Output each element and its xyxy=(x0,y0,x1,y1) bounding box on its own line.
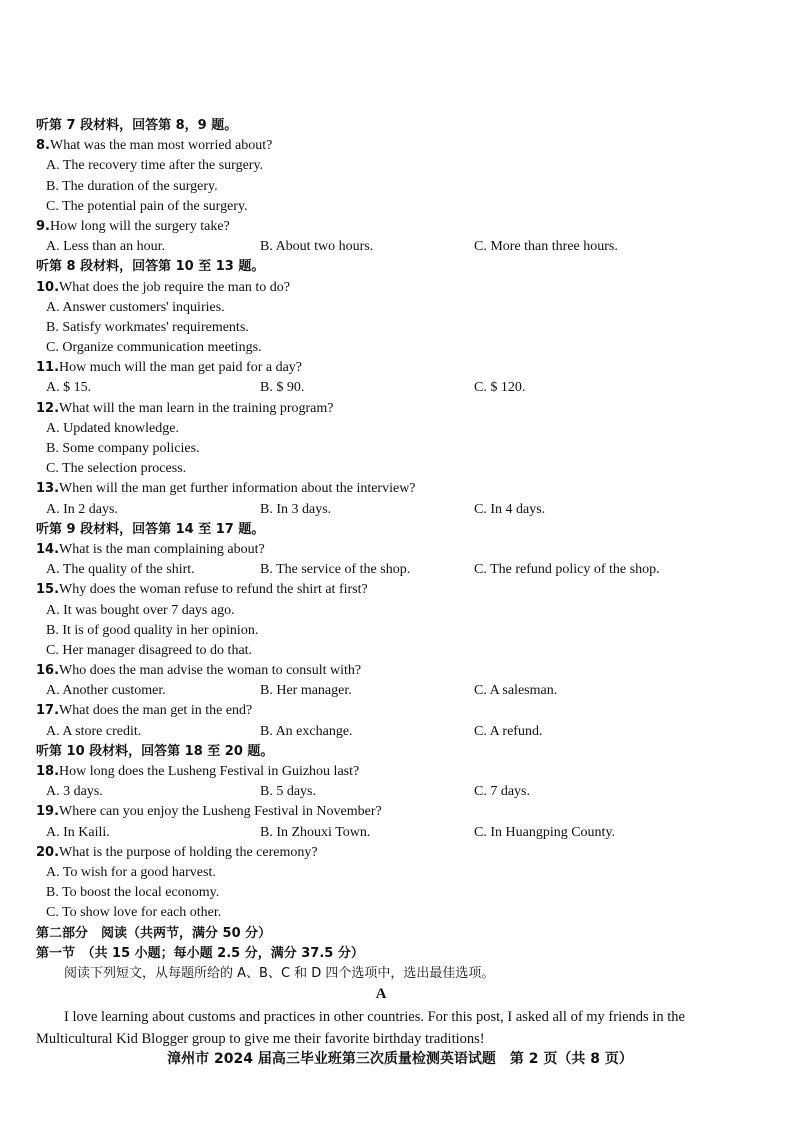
question-19 xyxy=(36,802,726,822)
option-b: B. To boost the local economy. xyxy=(46,885,220,901)
question-text: When will the man get further information about the interview? xyxy=(59,481,416,497)
option-b: B. About two hours. xyxy=(260,239,374,255)
option-c: C. 7 days. xyxy=(474,784,530,800)
option-b: B. Satisfy workmates' requirements. xyxy=(46,319,249,335)
option-c: C. A refund. xyxy=(474,723,543,739)
option-c: C. The potential pain of the surgery. xyxy=(46,198,248,214)
option-c: C. In Huangping County. xyxy=(474,824,616,840)
option-b: B. 5 days. xyxy=(260,784,316,800)
question-number: 20. xyxy=(36,844,60,860)
question-text: What was the man most worried about? xyxy=(49,138,273,154)
question-number: 14. xyxy=(36,541,60,557)
question-number: 17. xyxy=(36,703,60,719)
option-c: C. More than three hours. xyxy=(474,239,618,255)
options-row xyxy=(36,823,726,843)
passage-label: A xyxy=(375,986,387,1003)
section-heading-9: 听第 9 段材料，回答第 14 至 17 题。 xyxy=(36,521,265,537)
reading-instruction: 阅读下列短文，从每题所给的 A、B、C 和 D 四个选项中，选出最佳选项。 xyxy=(64,965,495,981)
option-b: B. Some company policies. xyxy=(46,441,200,456)
question-9 xyxy=(36,217,726,237)
options-row xyxy=(36,378,726,398)
question-text: Why does the woman refuse to refund the shirt at first? xyxy=(59,582,368,598)
part-two-subtitle: 第一节 （共 15 小题；每小题 2.5 分，满分 37.5 分） xyxy=(36,945,364,961)
option-b: B. An exchange. xyxy=(260,723,353,739)
option-c: C. In 4 days. xyxy=(474,501,546,517)
option-a: A. It was bought over 7 days ago. xyxy=(46,602,235,618)
option-a: A. 3 days. xyxy=(46,784,103,800)
question-text: What does the man get in the end? xyxy=(59,703,253,719)
question-text: What is the man complaining about? xyxy=(59,541,265,557)
question-text: What does the job require the man to do? xyxy=(59,279,290,295)
options-row xyxy=(36,722,726,742)
question-17 xyxy=(36,701,726,721)
question-number: 10. xyxy=(36,279,60,295)
section-heading-7: 听第 7 段材料，回答第 8，9 题。 xyxy=(36,118,238,133)
question-text: What will the man learn in the training program? xyxy=(59,400,334,416)
option-c: C. Her manager disagreed to do that. xyxy=(46,642,253,658)
option-a: A. In 2 days. xyxy=(46,501,118,517)
question-8 xyxy=(36,136,726,156)
question-text: How much will the man get paid for a day? xyxy=(59,360,303,376)
part-two-title: 第二部分 阅读（共两节，满分 50 分） xyxy=(36,925,272,941)
question-20 xyxy=(36,843,726,863)
section-heading-8: 听第 8 段材料，回答第 10 至 13 题。 xyxy=(36,259,265,275)
option-a: A. Answer customers' inquiries. xyxy=(46,299,225,315)
question-number: 16. xyxy=(36,663,60,679)
question-15 xyxy=(36,580,726,600)
option-b: B. In Zhouxi Town. xyxy=(260,824,371,840)
option-c: C. $ 120. xyxy=(474,380,526,396)
question-number: 19. xyxy=(36,804,60,820)
question-number: 11. xyxy=(36,360,60,376)
option-a: A. A store credit. xyxy=(46,723,142,739)
page-footer: 漳州市 2024 届高三毕业班第三次质量检测英语试题 第 2 页（共 8 页） xyxy=(167,1051,633,1067)
option-b: B. In 3 days. xyxy=(260,501,332,517)
exam-content xyxy=(36,116,726,1050)
question-12 xyxy=(36,399,726,419)
options-row xyxy=(36,560,726,580)
question-10 xyxy=(36,278,726,298)
question-number: 15. xyxy=(36,582,60,598)
question-text: What is the purpose of holding the ceremony? xyxy=(59,844,318,860)
question-text: Who does the man advise the woman to consult with? xyxy=(59,663,362,679)
question-text: Where can you enjoy the Lusheng Festival in November? xyxy=(59,804,382,820)
option-a: A. To wish for a good harvest. xyxy=(46,864,216,880)
option-c: C. Organize communication meetings. xyxy=(46,340,262,356)
question-16 xyxy=(36,661,726,681)
question-number: 18. xyxy=(36,764,60,779)
option-a: A. Updated knowledge. xyxy=(46,420,179,436)
question-number: 12. xyxy=(36,400,60,416)
option-c: C. To show love for each other. xyxy=(46,905,222,921)
question-18 xyxy=(36,762,726,782)
options-row xyxy=(36,681,726,701)
question-text: How long does the Lusheng Festival in Guizhou last? xyxy=(59,764,360,779)
option-c: C. The refund policy of the shop. xyxy=(474,562,660,578)
option-b: B. It is of good quality in her opinion. xyxy=(46,622,259,638)
option-b: B. The service of the shop. xyxy=(260,562,411,578)
question-text: How long will the surgery take? xyxy=(49,218,230,234)
question-13 xyxy=(36,479,726,499)
option-b: B. $ 90. xyxy=(260,380,305,396)
option-a: A. Less than an hour. xyxy=(46,239,165,255)
option-b: B. Her manager. xyxy=(260,683,352,699)
question-number: 9. xyxy=(36,218,50,234)
options-row xyxy=(36,237,726,257)
option-b: B. The duration of the surgery. xyxy=(46,178,218,194)
passage-paragraph: I love learning about customs and practices in other countries. For this post, I asked all of my friends in the Multicultural Kid Blogger group to give me their favorite birthday traditions! xyxy=(36,1009,685,1048)
question-number: 13. xyxy=(36,481,60,497)
option-a: A. The recovery time after the surgery. xyxy=(46,158,264,174)
options-row xyxy=(36,500,726,520)
options-row xyxy=(36,782,726,802)
option-c: C. The selection process. xyxy=(46,461,187,477)
option-a: A. In Kaili. xyxy=(46,824,110,840)
option-c: C. A salesman. xyxy=(474,683,558,699)
question-number: 8. xyxy=(36,138,50,154)
option-a: A. $ 15. xyxy=(46,380,92,396)
section-heading-10: 听第 10 段材料，回答第 18 至 20 题。 xyxy=(36,743,274,759)
option-a: A. Another customer. xyxy=(46,683,166,699)
option-a: A. The quality of the shirt. xyxy=(46,562,195,578)
question-14 xyxy=(36,540,726,560)
question-11 xyxy=(36,358,726,378)
